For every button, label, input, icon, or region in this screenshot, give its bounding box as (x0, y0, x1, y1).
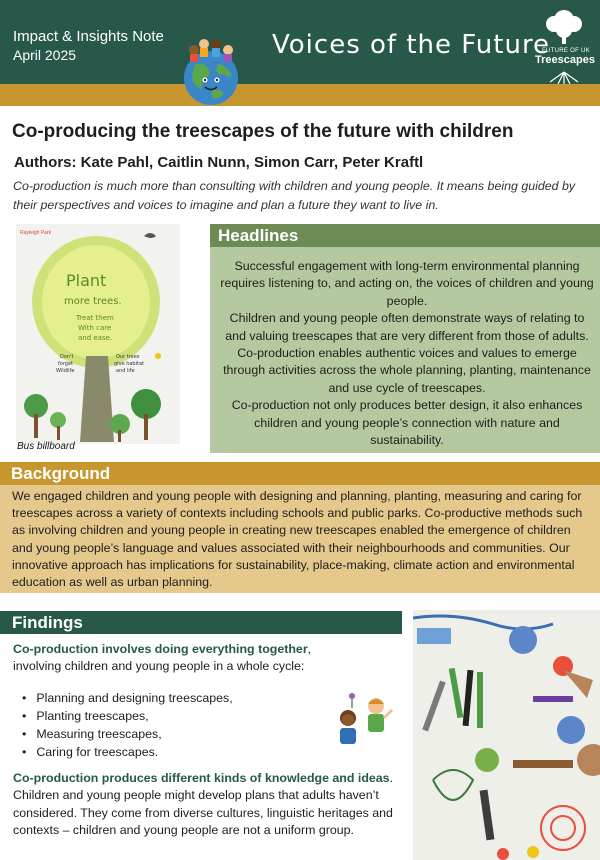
billboard-caption: Bus billboard (17, 441, 75, 452)
billboard-dont3-text: Wildlife (56, 368, 75, 374)
background-heading: Background (11, 464, 111, 483)
headlines-box (210, 247, 600, 453)
background-text: We engaged children and young people with designing and planning, planting, measuring and caring for treescapes across a variety of contexts including schools and public parks. Co-productive methods such as involving children and young people in creating new treescapes enabled the emergence of children and young people’s language and values associated with their neighbourhoods and communities. Our innovative approach has implications for sustainability, place-making, climate action and environmental education as well as urban planning. (0, 485, 600, 593)
billboard-more-text: more trees. (64, 296, 122, 307)
headline-item: Co-production not only produces better design, it also enhances children and young people’s connection with nature and sustainability. (231, 398, 583, 448)
list-item: • Caring for treescapes. (22, 743, 322, 761)
billboard-our2-text: give habitat (114, 361, 144, 367)
background-heading-bar (0, 462, 600, 485)
billboard-dont1-text: Don't (60, 354, 74, 360)
header-banner (0, 0, 600, 84)
note-date: April 2025 (13, 47, 77, 63)
findings-paragraph-1 (13, 641, 343, 676)
page-title: Co-producing the treescapes of the future with children (12, 121, 514, 142)
note-title: Impact & Insights Note (13, 28, 164, 45)
billboard-our3-text: and life (116, 368, 135, 374)
findings-list (22, 689, 322, 761)
intro-text: Co-production is much more than consulting with children and young people. It means being guided by their perspectives and voices to imagine and plan a future they want to live in. (13, 179, 576, 212)
findings-heading-bar (0, 611, 402, 634)
children-illustration-icon (330, 690, 400, 750)
billboard-dont2-text: forget (58, 361, 73, 367)
headlines-heading-bar (210, 224, 600, 247)
logo-small-text: FUTURE OF UK (542, 48, 590, 54)
gold-band (0, 84, 600, 106)
findings-paragraph-2 (13, 770, 403, 840)
list-item: • Planning and designing treescapes, (22, 689, 322, 707)
billboard-treat-text: Treat them (76, 314, 114, 322)
authors: Authors: Kate Pahl, Caitlin Nunn, Simon Carr, Peter Kraftl (14, 154, 424, 171)
list-item: • Measuring treescapes, (22, 725, 322, 743)
headline-item: Children and young people often demonstrate ways of relating to and valuing treescapes that are very different from those of adults. (225, 311, 589, 343)
treescapes-logo-icon (530, 6, 598, 84)
bus-billboard-image (16, 224, 180, 444)
globe-children-icon (174, 34, 248, 108)
findings-rest-1: , involving children and young people in a whole cycle: (13, 642, 312, 674)
findings-heading: Findings (12, 613, 83, 632)
findings-strong-1: Co-production involves doing everything together (13, 642, 308, 656)
billboard-ease-text: and ease. (78, 334, 113, 342)
headline-item: Co-production enables authentic voices and values to emerge through activities across the whole planning, planting, maintenance and use cycle of treescapes. (223, 346, 591, 395)
billboard-plant-text: Plant (66, 271, 107, 290)
billboard-with-text: With care (78, 324, 112, 332)
logo-big-text: Treescapes (535, 54, 595, 66)
children-drawing-photo (413, 610, 600, 860)
headlines-heading: Headlines (218, 226, 299, 245)
billboard-logo-text: Rayleigh Park (20, 230, 52, 236)
brand-title: Voices of the Future (272, 30, 551, 60)
findings-rest-2: . Children and young people might develop plans that adults haven’t considered. They come from diverse cultures, linguistic heritages and contexts – children and young people are not a uniform group. (13, 771, 394, 838)
findings-strong-2: Co-production produces different kinds of knowledge and ideas (13, 771, 390, 785)
list-item: • Planting treescapes, (22, 707, 322, 725)
billboard-our1-text: Our trees (116, 354, 140, 360)
headline-item: Successful engagement with long-term environmental planning requires listening to, and acting on, the voices of children and young people. (220, 259, 594, 308)
